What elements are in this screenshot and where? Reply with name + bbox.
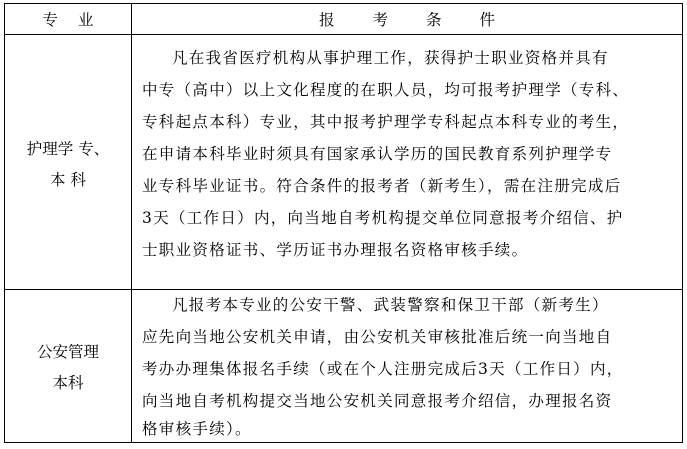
security-condition-line-4: 向当地自考机构提交当地公安机关同意报考介绍信，办理报名资	[142, 392, 613, 410]
major-public-security-line-2: 本科	[52, 374, 84, 392]
nursing-condition-line-4: 在申请本科毕业时须具有国家承认学历的国民教育系列护理学专	[142, 145, 613, 163]
major-nursing-line-2: 本 科	[50, 171, 86, 189]
nursing-condition-line-7: 士职业资格证书、学历证书办理报名资格审核手续。	[142, 241, 529, 259]
table-border-bottom	[4, 442, 683, 443]
major-public-security	[5, 337, 131, 399]
major-nursing-line-1: 护理学 专、	[26, 140, 110, 158]
table-border-right	[682, 3, 683, 443]
nursing-condition-line-6: 3天（工作日）内，向当地自考机构提交单位同意报考介绍信、护	[142, 209, 624, 227]
nursing-condition-line-3: 专科起点本科）专业，其中报考护理学专科起点本科专业的考生，	[142, 113, 630, 131]
major-public-security-line-1: 公安管理	[36, 343, 99, 361]
column-divider	[131, 3, 132, 443]
nursing-condition-line-2: 中专（高中）以上文化程度的在职人员，均可报考护理学（专科、	[142, 81, 630, 99]
major-nursing	[5, 134, 131, 196]
security-condition-line-5: 格审核手续）。	[142, 420, 252, 438]
security-condition-line-2: 应先向当地公安机关申请，由公安机关审核批准后统一向当地自	[142, 328, 613, 346]
header-divider	[4, 34, 683, 35]
security-condition-line-3: 考办办理集体报名手续（或在个人注册完成后3天（工作日）内，	[142, 360, 624, 378]
security-condition-line-1: 凡报考本专业的公安干警、武装警察和保卫干部（新考生）	[172, 296, 609, 314]
nursing-condition-line-5: 业专科毕业证书。符合条件的报考者（新考生），需在注册完成后	[142, 177, 622, 195]
nursing-condition-line-1: 凡在我省医疗机构从事护理工作，获得护士职业资格并具有	[172, 49, 609, 67]
header-conditions: 报考条件	[318, 11, 533, 29]
header-major: 专业	[42, 11, 114, 29]
